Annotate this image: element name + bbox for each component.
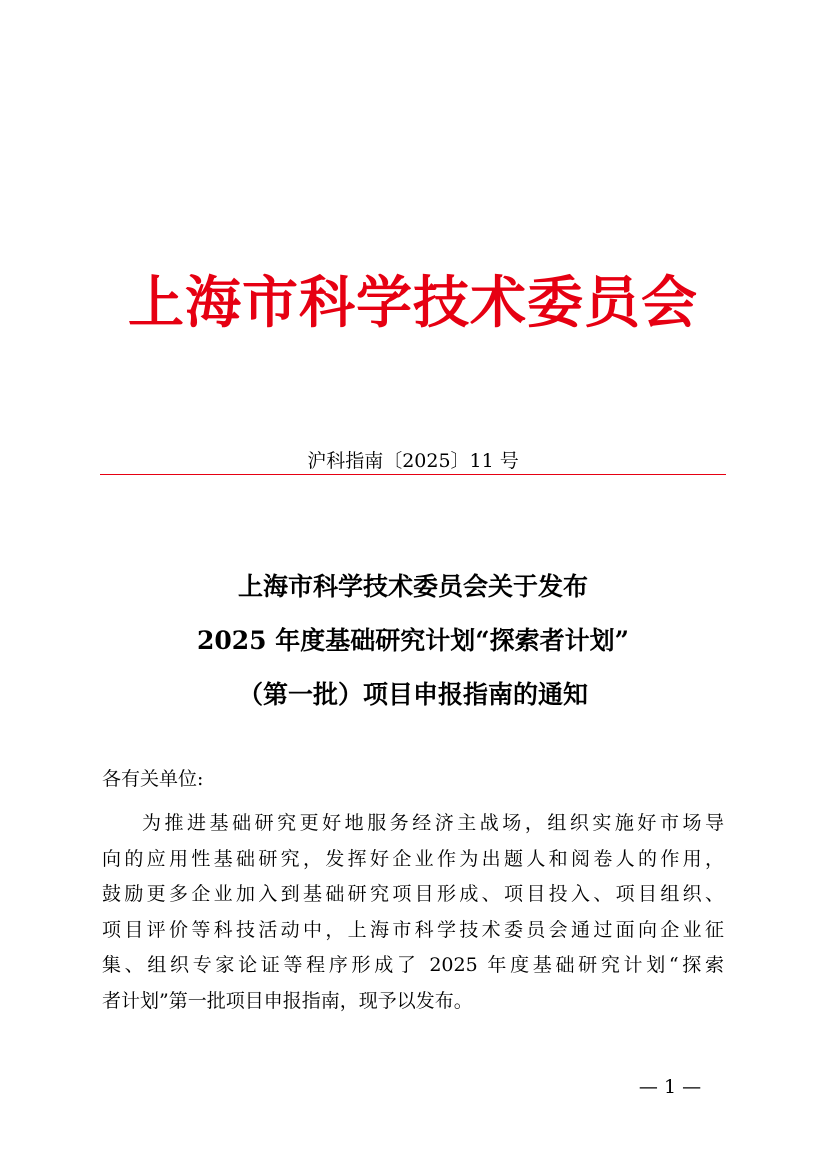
document-number: 沪科指南〔2025〕11 号 bbox=[307, 450, 519, 472]
body-line: 鼓励更多企业加入到基础研究项目形成、项目投入、项目组织、 bbox=[102, 883, 724, 905]
body-line: 向的应用性基础研究，发挥好企业作为出题人和阅卷人的作用， bbox=[102, 847, 724, 870]
red-separator-line bbox=[100, 474, 726, 475]
body-line: 项目评价等科技活动中，上海市科学技术委员会通过面向企业征 bbox=[102, 918, 724, 941]
salutation: 各有关单位: bbox=[102, 768, 204, 790]
page-number: — 1 — bbox=[638, 1076, 702, 1098]
body-line: 为推进基础研究更好地服务经济主战场，组织实施好市场导 bbox=[142, 812, 724, 834]
notice-title bbox=[100, 560, 726, 722]
notice-title-line: 2025 年度基础研究计划“探索者计划” bbox=[196, 626, 630, 655]
issuing-authority-masthead: 上海市科学技术委员会 bbox=[128, 270, 698, 336]
body-line: 者计划”第一批项目申报指南，现予以发布。 bbox=[102, 989, 473, 1012]
body-paragraph bbox=[102, 806, 724, 1019]
body-line: 集、组织专家论证等程序形成了 2025 年度基础研究计划“探索 bbox=[102, 954, 724, 976]
notice-title-line: （第一批）项目申报指南的通知 bbox=[237, 680, 588, 709]
notice-title-line: 上海市科学技术委员会关于发布 bbox=[237, 572, 588, 601]
